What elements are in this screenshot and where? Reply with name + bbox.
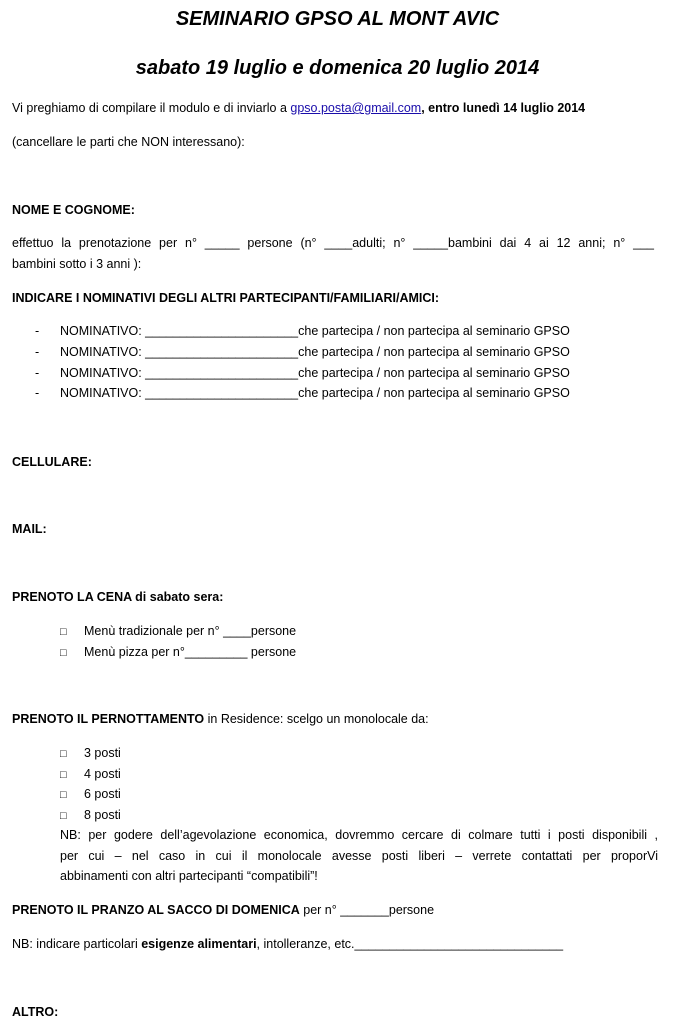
room-option-8: 8 posti xyxy=(84,808,121,822)
intro-prefix: Vi preghiamo di compilare il modulo e di inviarlo a xyxy=(12,101,291,115)
checkbox-icon[interactable]: □ xyxy=(60,626,67,638)
room-option-6: 6 posti xyxy=(84,787,121,801)
overnight-note-1: NB: per godere dell’agevolazione economica, dovremmo cercare di colmare tutti i posti disponibili , xyxy=(60,828,658,842)
list-bullet: - xyxy=(35,366,40,380)
participant-label: NOMINATIVO: ______________________ xyxy=(60,366,299,380)
participant-choice: che partecipa / non partecipa al seminario GPSO xyxy=(298,386,570,400)
other-label: ALTRO: xyxy=(12,1005,59,1019)
booking-line-1: effettuo la prenotazione per n° _____ persone (n° ____adulti; n° _____bambini dai 4 ai 12 anni; n° ___ xyxy=(12,236,654,250)
participant-label: NOMINATIVO: ______________________ xyxy=(60,345,299,359)
dinner-heading-rest: di sabato sera: xyxy=(131,590,224,604)
checkbox-icon[interactable]: □ xyxy=(60,647,67,659)
checkbox-icon[interactable]: □ xyxy=(60,789,67,801)
booking-line-2: bambini sotto i 3 anni ): xyxy=(12,257,142,271)
participant-choice: che partecipa / non partecipa al seminario GPSO xyxy=(298,345,570,359)
intro-line xyxy=(12,101,585,115)
dietary-bold: esigenze alimentari xyxy=(141,937,257,951)
list-bullet: - xyxy=(35,324,40,338)
list-bullet: - xyxy=(35,345,40,359)
room-option-4: 4 posti xyxy=(84,767,121,781)
checkbox-icon[interactable]: □ xyxy=(60,810,67,822)
dinner-option-traditional: Menù tradizionale per n° ____persone xyxy=(84,624,297,638)
participant-choice: che partecipa / non partecipa al seminario GPSO xyxy=(298,366,570,380)
email-link[interactable]: gpso.posta@gmail.com xyxy=(290,101,422,115)
overnight-note-2: per cui – nel caso in cui il monolocale avesse posti liberi – verrete contattati per proporVi xyxy=(60,849,658,863)
mail-label: MAIL: xyxy=(12,522,47,536)
lunch-count: per n° _______persone xyxy=(299,903,435,917)
checkbox-icon[interactable]: □ xyxy=(60,748,67,760)
dietary-prefix: NB: indicare particolari xyxy=(12,937,142,951)
name-label: NOME E COGNOME: xyxy=(12,203,135,217)
overnight-heading-rest: in Residence: scelgo un monolocale da: xyxy=(204,712,429,726)
cellular-label: CELLULARE: xyxy=(12,455,92,469)
dietary-suffix: , intolleranze, etc.______________________________ xyxy=(256,937,564,951)
dietary-line xyxy=(12,937,563,951)
list-bullet: - xyxy=(35,386,40,400)
dinner-option-pizza: Menù pizza per n°_________ persone xyxy=(84,645,297,659)
participant-row xyxy=(60,366,570,380)
dinner-heading-bold: PRENOTO LA CENA xyxy=(12,590,132,604)
form-title: SEMINARIO GPSO AL MONT AVIC xyxy=(175,8,500,30)
participant-row xyxy=(60,386,570,400)
participant-row xyxy=(60,324,570,338)
overnight-note-3: abbinamenti con altri partecipanti “compatibili”! xyxy=(60,869,318,883)
participant-label: NOMINATIVO: ______________________ xyxy=(60,324,299,338)
overnight-heading-bold: PRENOTO IL PERNOTTAMENTO xyxy=(12,712,205,726)
participant-row xyxy=(60,345,570,359)
checkbox-icon[interactable]: □ xyxy=(60,769,67,781)
deadline-text: , entro lunedì 14 luglio 2014 xyxy=(421,101,586,115)
form-dates: sabato 19 luglio e domenica 20 luglio 2014 xyxy=(135,57,540,79)
lunch-heading: PRENOTO IL PRANZO AL SACCO DI DOMENICA xyxy=(12,903,300,917)
lunch-line xyxy=(12,903,434,917)
participant-label: NOMINATIVO: ______________________ xyxy=(60,386,299,400)
participant-choice: che partecipa / non partecipa al seminario GPSO xyxy=(298,324,570,338)
room-option-3: 3 posti xyxy=(84,746,121,760)
cancel-note: (cancellare le parti che NON interessano): xyxy=(12,135,245,149)
participants-heading: INDICARE I NOMINATIVI DEGLI ALTRI PARTECIPANTI/FAMILIARI/AMICI: xyxy=(12,291,440,305)
overnight-heading xyxy=(12,712,429,726)
dinner-heading xyxy=(12,590,223,604)
